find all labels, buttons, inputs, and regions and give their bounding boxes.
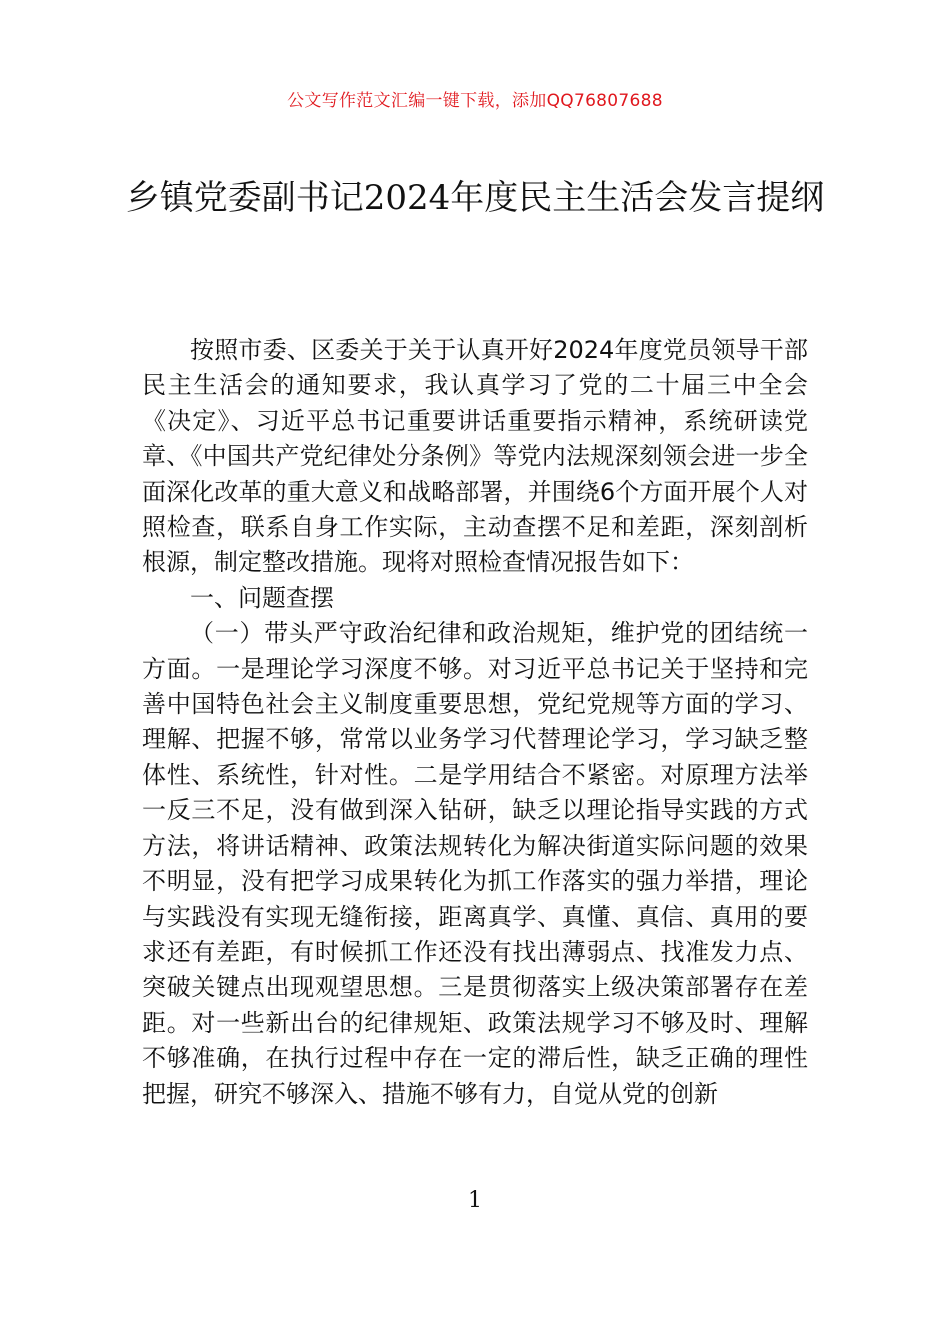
intro-paragraph: 按照市委、区委关于关于认真开好2024年度党员领导干部民主生活会的通知要求，我认真学习了党的二十届三中全会《决定》、习近平总书记重要讲话重要指示精神，系统研读党章、《中国共产党纪律处分条例》等党内法规深刻领会进一步全面深化改革的重大意义和战略部署，并围绕6个方面开展个人对照检查，联系自身工作实际，主动查摆不足和差距，深刻剖析根源，制定整改措施。现将对照检查情况报告如下：	[142, 336, 808, 577]
document-title: 乡镇党委副书记2024年度民主生活会发言提纲	[125, 178, 825, 218]
section-heading-problems: 一、问题查摆	[190, 583, 334, 612]
header-download-note: 公文写作范文汇编一键下载，添加QQ76807688	[287, 91, 663, 111]
document-body	[142, 333, 808, 1112]
page-number: 1	[468, 1188, 482, 1213]
subsection-paragraph-1: （一）带头严守政治纪律和政治规矩，维护党的团结统一方面。一是理论学习深度不够。对习近平总书记关于坚持和完善中国特色社会主义制度重要思想，党纪党规等方面的学习、理解、把握不够，常常以业务学习代替理论学习，学习缺乏整体性、系统性，针对性。二是学用结合不紧密。对原理方法举一反三不足，没有做到深入钻研，缺乏以理论指导实践的方式方法，将讲话精神、政策法规转化为解决街道实际问题的效果不明显，没有把学习成果转化为抓工作落实的强力举措，理论与实践没有实现无缝衔接，距离真学、真懂、真信、真用的要求还有差距，有时候抓工作还没有找出薄弱点、找准发力点、突破关键点出现观望思想。三是贯彻落实上级决策部署存在差距。对一些新出台的纪律规矩、政策法规学习不够及时、理解不够准确，在执行过程中存在一定的滞后性，缺乏正确的理性把握，研究不够深入、措施不够有力，自觉从党的创新	[142, 619, 808, 1108]
